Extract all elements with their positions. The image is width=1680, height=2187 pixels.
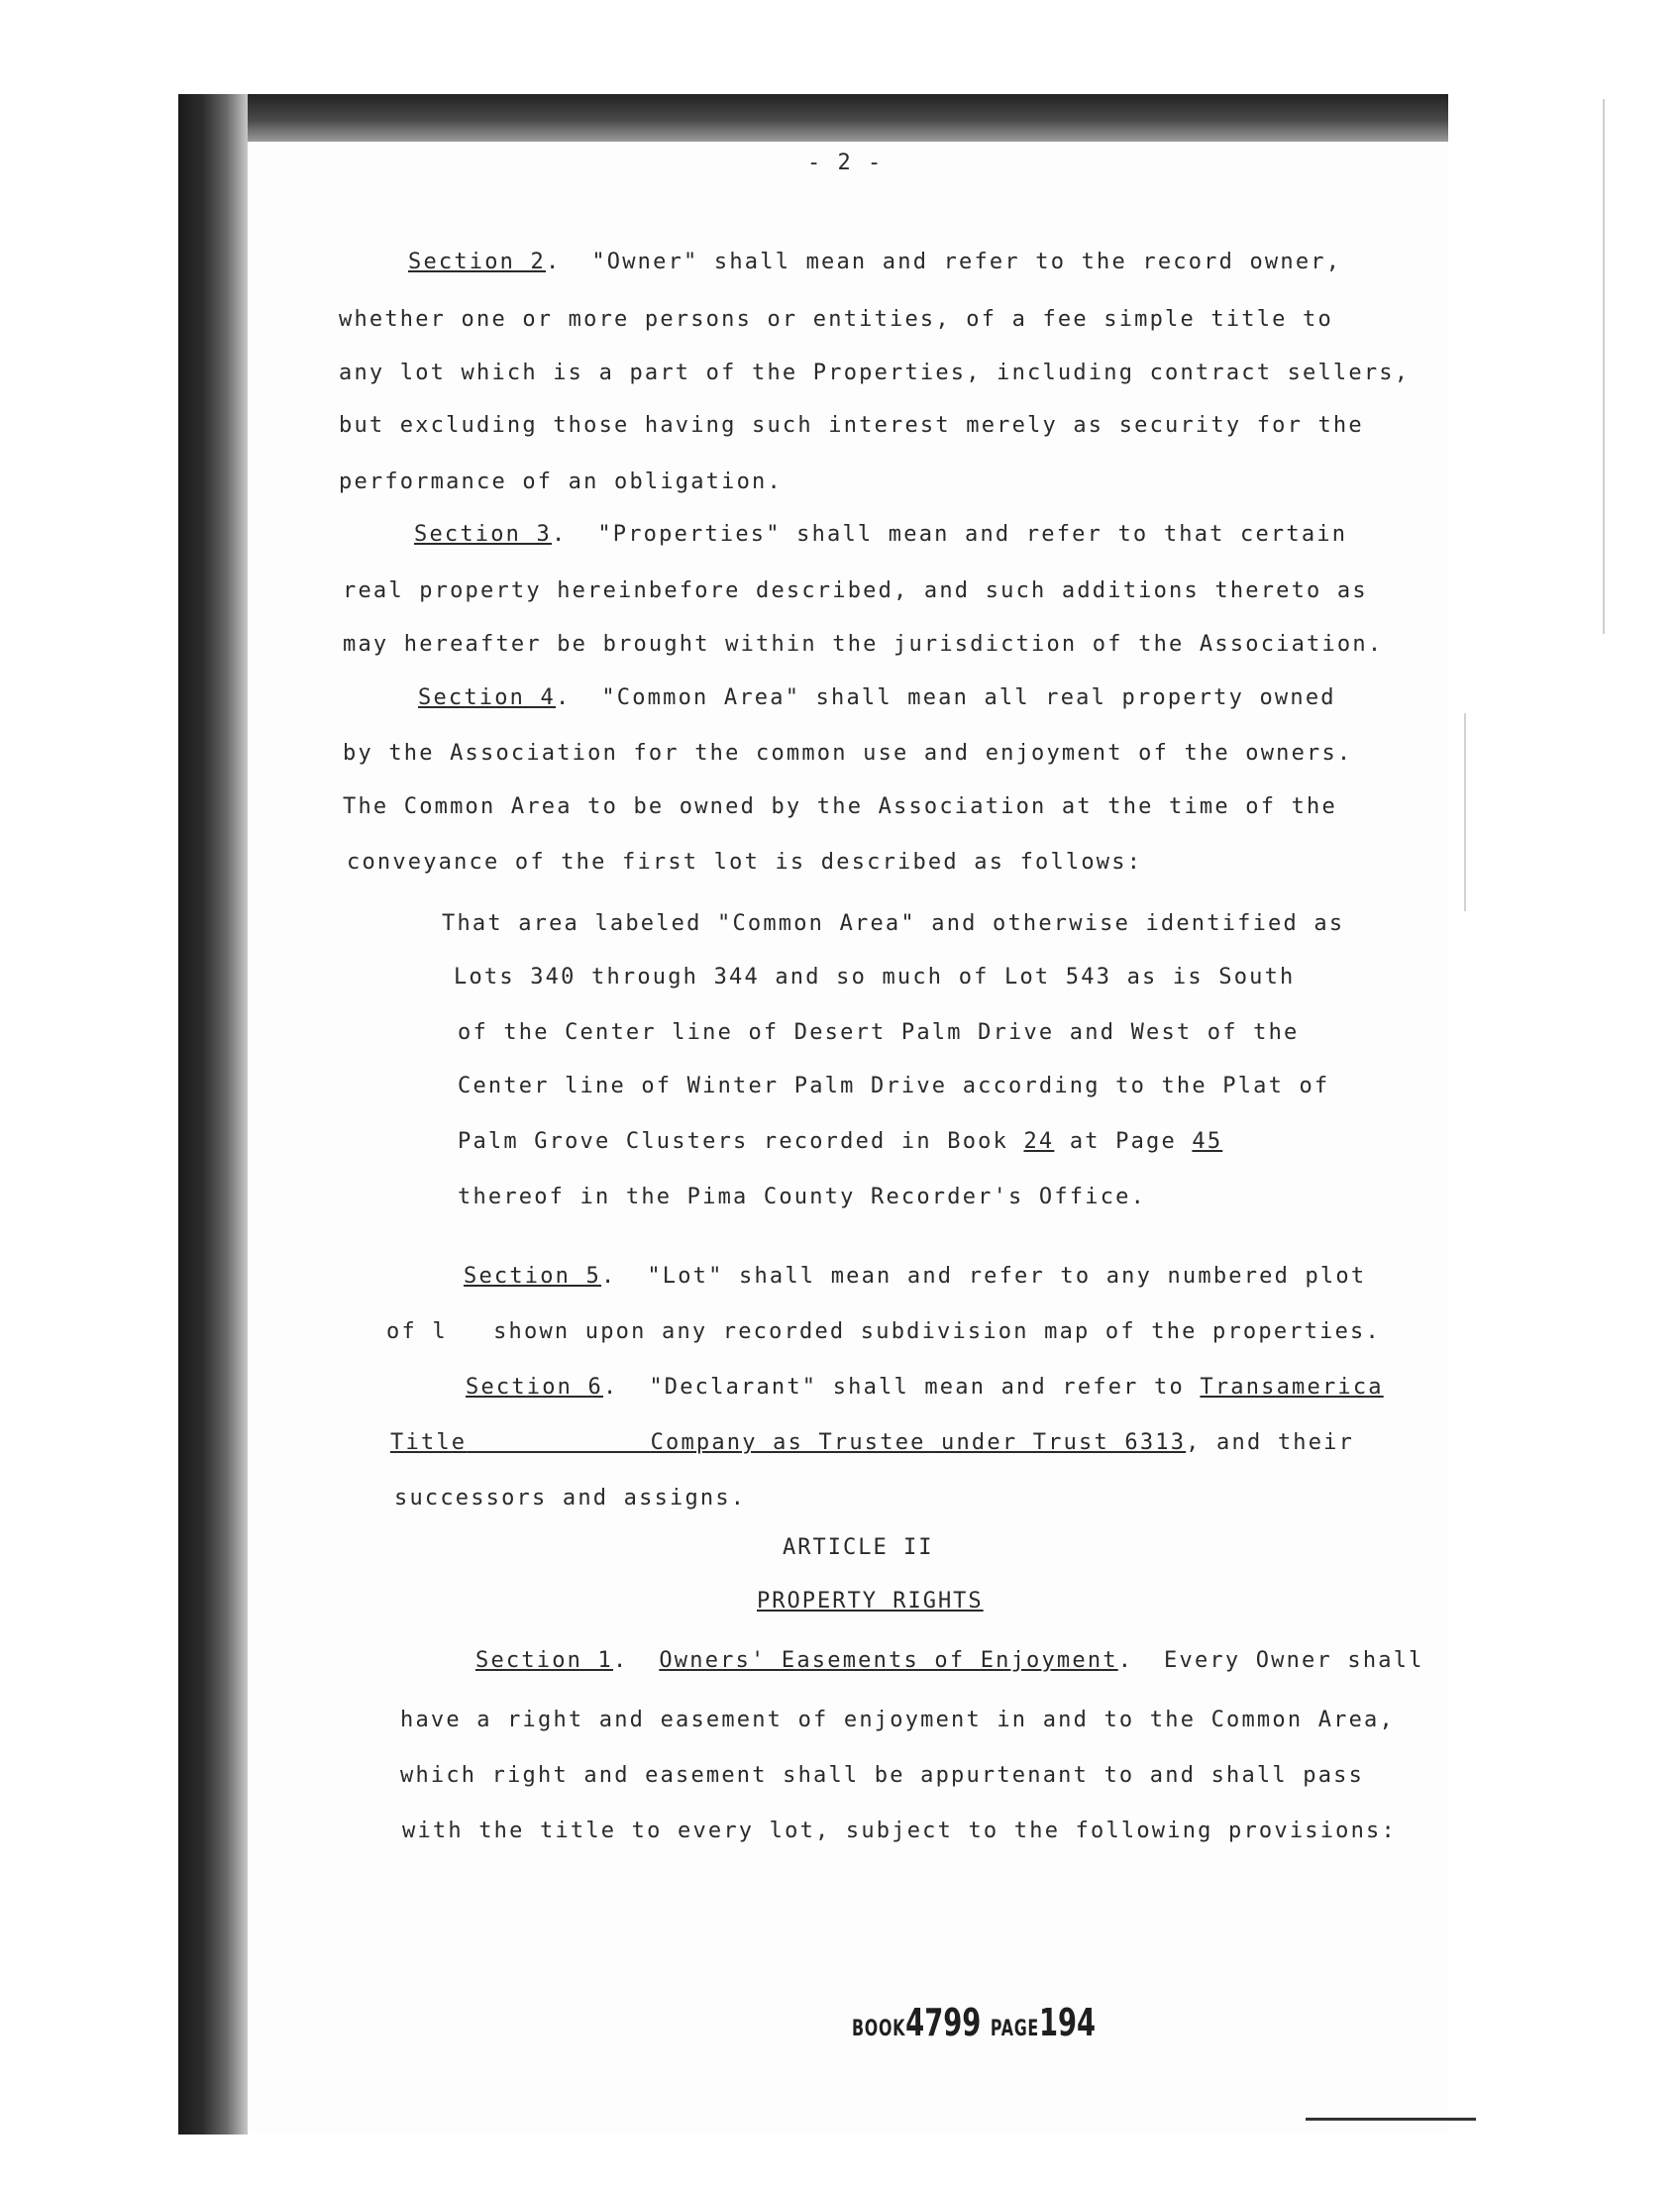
body-line: any lot which is a part of the Properties, including contract sellers, xyxy=(339,361,1411,385)
body-line: which right and easement shall be appurtenant to and shall pass xyxy=(400,1763,1365,1788)
bottom-rule xyxy=(1306,2118,1476,2121)
recording-book: 4799 xyxy=(905,2001,982,2044)
body-line: real property hereinbefore described, and such additions thereto as xyxy=(343,578,1368,603)
section-heading: Section 4 xyxy=(418,685,557,710)
body-line: The Common Area to be owned by the Association at the time of the xyxy=(343,794,1337,819)
page-number: - 2 - xyxy=(807,151,884,175)
section-heading: Section 5 xyxy=(464,1264,602,1289)
page-number-ref: 45 xyxy=(1192,1129,1223,1154)
body-line: successors and assigns. xyxy=(394,1486,747,1510)
article-title: PROPERTY RIGHTS xyxy=(757,1589,984,1614)
section-subheading: Owners' Easements of Enjoyment xyxy=(659,1648,1118,1673)
section-5-line: Section 5. "Lot" shall mean and refer to any numbered plot xyxy=(464,1264,1367,1289)
recording-stamp: BOOK4799 PAGE194 xyxy=(852,2001,1097,2044)
recording-page: 194 xyxy=(1038,2001,1097,2044)
section-4-line: Section 4. "Common Area" shall mean all real property owned xyxy=(418,685,1336,710)
scan-edge-line xyxy=(1464,713,1466,911)
description-line: Lots 340 through 344 and so much of Lot 543 as is South xyxy=(454,965,1296,989)
body-line: of l shown upon any recorded subdivision map of the properties. xyxy=(386,1319,1381,1344)
body-line: may hereafter be brought within the jurisdiction of the Association. xyxy=(343,632,1384,657)
scan-edge-line xyxy=(1603,99,1605,634)
article-number: ARTICLE II xyxy=(783,1535,934,1560)
description-line: That area labeled "Common Area" and otherwise identified as xyxy=(442,911,1345,936)
section-6-line: Section 6. "Declarant" shall mean and refer to Transamerica xyxy=(466,1375,1384,1400)
scan-shadow-top xyxy=(178,94,1448,142)
section-heading: Section 3 xyxy=(414,522,553,547)
declarant-name: Company as Trustee under Trust 6313 xyxy=(650,1430,1187,1455)
section-heading: Section 6 xyxy=(466,1375,604,1400)
property-section-1-line: Section 1. Owners' Easements of Enjoyment. Every Owner shall xyxy=(475,1648,1424,1673)
body-line: performance of an obligation. xyxy=(339,469,783,494)
section-heading: Section 2 xyxy=(408,250,547,274)
description-line: of the Center line of Desert Palm Drive and West of the xyxy=(458,1020,1300,1045)
book-number: 24 xyxy=(1023,1129,1055,1154)
declarant-name: Transamerica xyxy=(1200,1375,1384,1400)
body-line: conveyance of the first lot is described as follows: xyxy=(347,850,1143,875)
body-line: Title Company as Trustee under Trust 6313, and their xyxy=(390,1430,1355,1455)
section-heading: Section 1 xyxy=(475,1648,614,1673)
declarant-name: Title xyxy=(390,1430,468,1455)
body-line: whether one or more persons or entities, of a fee simple title to xyxy=(339,307,1333,332)
section-2-line: Section 2. "Owner" shall mean and refer to the record owner, xyxy=(408,250,1342,274)
description-line: thereof in the Pima County Recorder's Office. xyxy=(458,1185,1147,1209)
description-line: Palm Grove Clusters recorded in Book 24 at Page 45 xyxy=(458,1129,1223,1154)
body-line: but excluding those having such interest merely as security for the xyxy=(339,413,1364,438)
section-3-line: Section 3. "Properties" shall mean and refer to that certain xyxy=(414,522,1348,547)
description-line: Center line of Winter Palm Drive according to the Plat of xyxy=(458,1074,1330,1098)
scan-shadow-left xyxy=(178,94,248,2135)
body-line: with the title to every lot, subject to the following provisions: xyxy=(402,1819,1397,1843)
body-line: by the Association for the common use and enjoyment of the owners. xyxy=(343,741,1353,766)
body-line: have a right and easement of enjoyment in and to the Common Area, xyxy=(400,1708,1395,1732)
